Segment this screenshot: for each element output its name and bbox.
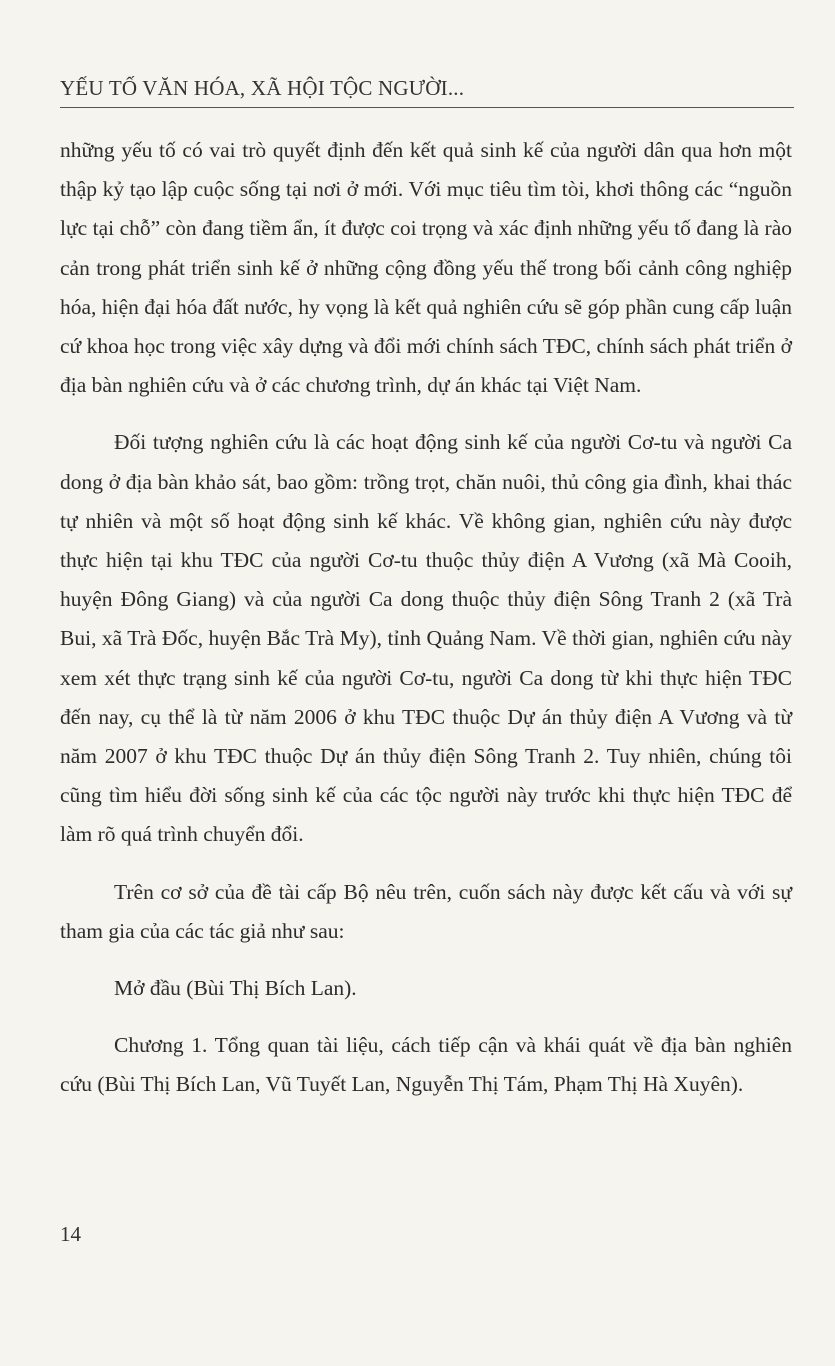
paragraph-chapter-1-authors: Chương 1. Tổng quan tài liệu, cách tiếp cận và khái quát về địa bàn nghiên cứu (Bùi Thị Bích Lan, Vũ Tuyết Lan, Nguyễn Thị Tám, Phạm Thị Hà Xuyên).: [60, 1033, 792, 1097]
paragraph-continued: những yếu tố có vai trò quyết định đến kết quả sinh kế của người dân qua hơn một thập kỷ tạo lập cuộc sống tại nơi ở mới. Với mục tiêu tìm tòi, khơi thông các “nguồn lực tại chỗ” còn đang tiềm ẩn, ít được coi trọng và xác định những yếu tố đang là rào cản trong phát triển sinh kế ở những cộng đồng yếu thế trong bối cảnh công nghiệp hóa, hiện đại hóa đất nước, hy vọng là kết quả nghiên cứu sẽ góp phần cung cấp luận cứ khoa học trong việc xây dựng và đổi mới chính sách TĐC, chính sách phát triển ở địa bàn nghiên cứu và ở các chương trình, dự án khác tại Việt Nam.: [60, 138, 792, 398]
paragraph-introduction-authors: Mở đầu (Bùi Thị Bích Lan).: [114, 976, 357, 1001]
body-text: [60, 131, 792, 1105]
page-number: 14: [60, 1222, 81, 1246]
paragraph-research-subject: Đối tượng nghiên cứu là các hoạt động sinh kế của người Cơ-tu và người Ca dong ở địa bàn khảo sát, bao gồm: trồng trọt, chăn nuôi, thủ công gia đình, khai thác tự nhiên và một số hoạt động sinh kế khác. Về không gian, nghiên cứu này được thực hiện tại khu TĐC của người Cơ-tu thuộc thủy điện A Vương (xã Mà Cooih, huyện Đông Giang) và của người Ca dong thuộc thủy điện Sông Tranh 2 (xã Trà Bui, xã Trà Đốc, huyện Bắc Trà My), tỉnh Quảng Nam. Về thời gian, nghiên cứu này xem xét thực trạng sinh kế của người Cơ-tu, người Ca dong từ khi thực hiện TĐC đến nay, cụ thể là từ năm 2006 ở khu TĐC thuộc Dự án thủy điện A Vương và từ năm 2007 ở khu TĐC thuộc Dự án thủy điện Sông Tranh 2. Tuy nhiên, chúng tôi cũng tìm hiểu đời sống sinh kế của các tộc người này trước khi thực hiện TĐC để làm rõ quá trình chuyển đổi.: [60, 430, 792, 847]
running-header-title: YẾU TỐ VĂN HÓA, XÃ HỘI TỘC NGƯỜI...: [60, 76, 465, 100]
header-rule: [60, 107, 794, 108]
paragraph-book-structure: Trên cơ sở của đề tài cấp Bộ nêu trên, cuốn sách này được kết cấu và với sự tham gia của các tác giả như sau:: [60, 879, 792, 943]
